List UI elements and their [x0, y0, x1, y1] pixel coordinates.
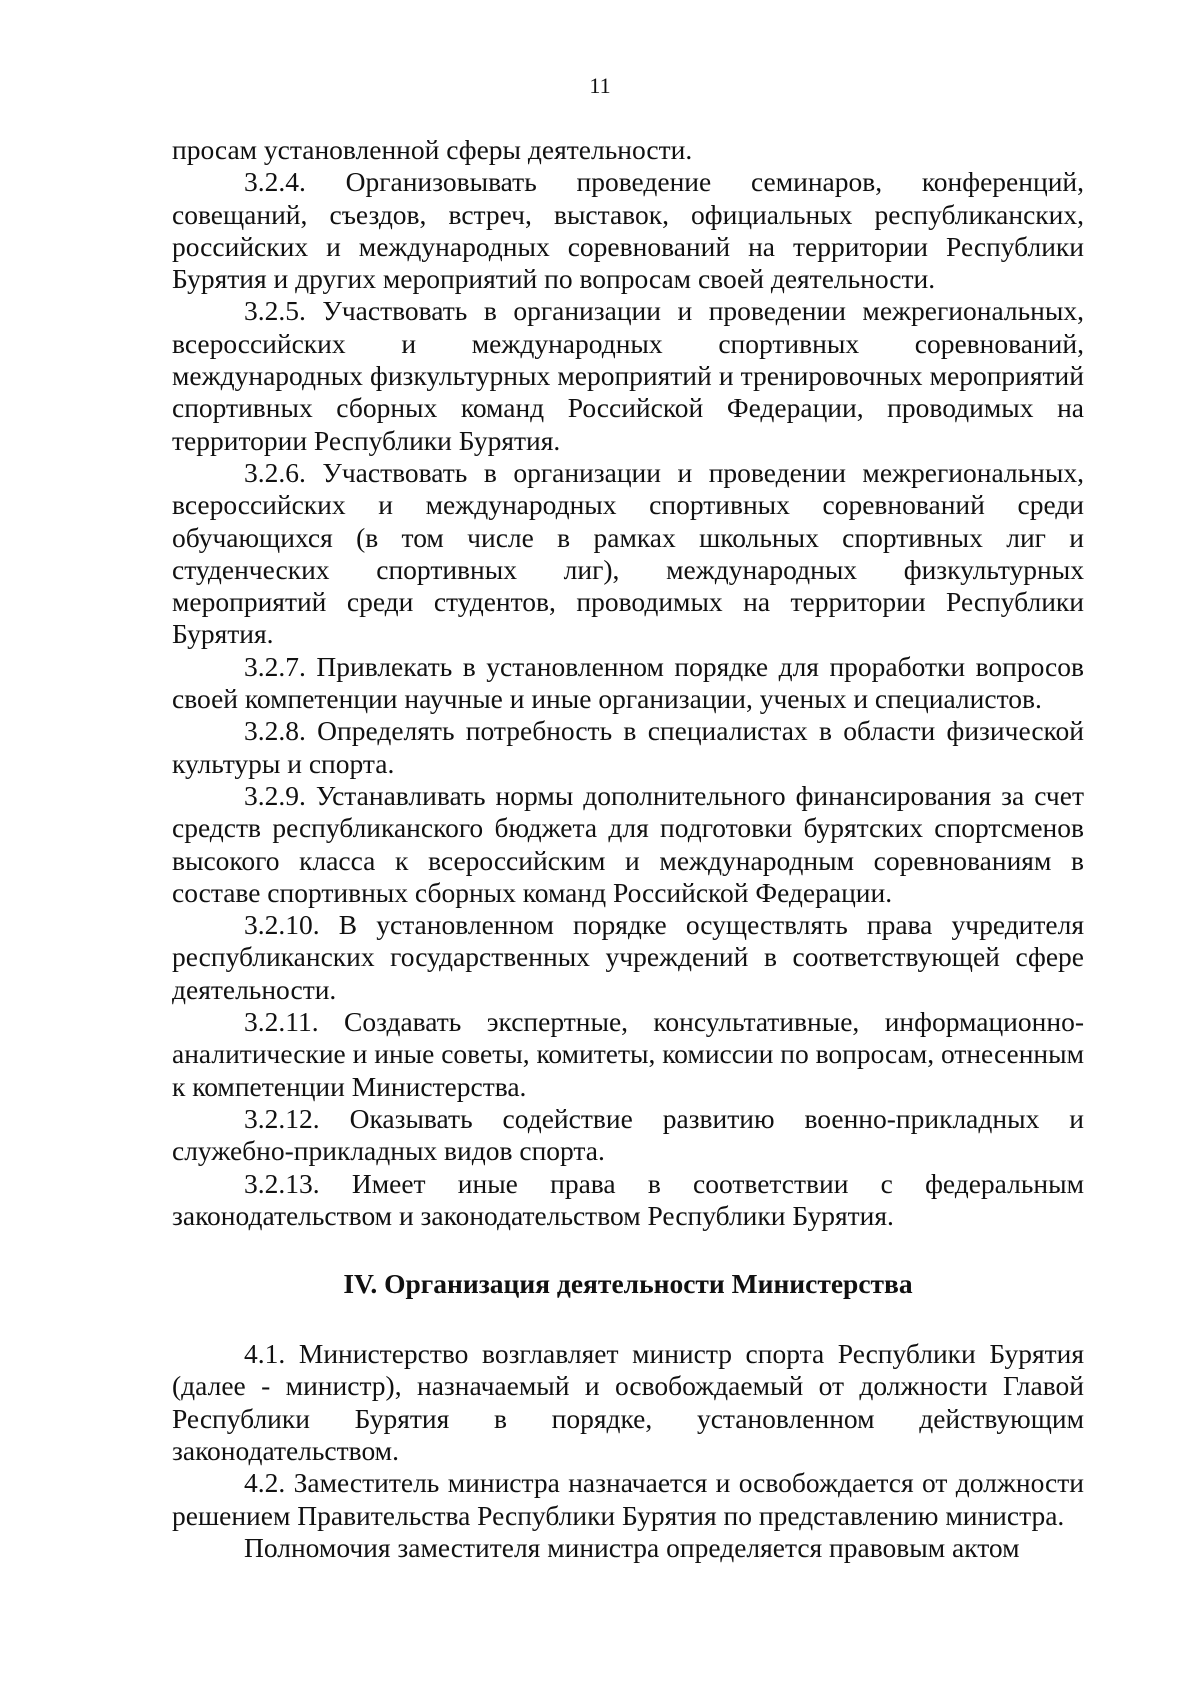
paragraph-3-2-7: 3.2.7. Привлекать в установленном порядке для проработки вопросов своей компетенции научные и иные организации, ученых и специалистов. [172, 650, 1084, 715]
paragraph-3-2-12: 3.2.12. Оказывать содействие развитию военно-прикладных и служебно-прикладных видов спорта. [172, 1102, 1084, 1167]
paragraph-4-2: 4.2. Заместитель министра назначается и освобождается от должности решением Правительства Республики Бурятия по представлению министра. [172, 1467, 1084, 1531]
document-body [172, 134, 1084, 1564]
paragraph-3-2-5: 3.2.5. Участвовать в организации и проведении межрегиональных, всероссийских и международных спортивных соревнований, международных физкультурных мероприятий и тренировочных мероприятий спортивных сборных команд Российской Федерации, проводимых на территории Республики Бурятия. [172, 295, 1084, 456]
paragraph-4-1: 4.1. Министерство возглавляет министр спорта Республики Бурятия (далее - министр), назначаемый и освобождаемый от должности Главой Республики Бурятия в порядке, установленном действующим законодательством. [172, 1338, 1084, 1466]
paragraph-3-2-6: 3.2.6. Участвовать в организации и проведении межрегиональных, всероссийских и международных спортивных соревнований среди обучающихся (в том числе в рамках школьных спортивных лиг и студенческих спортивных лиг), международных физкультурных мероприятий среди студентов, проводимых на территории Республики Бурятия. [172, 456, 1084, 650]
page-number: 11 [589, 73, 611, 98]
paragraph-3-2-10: 3.2.10. В установленном порядке осуществлять права учредителя республиканских государственных учреждений в соответствующей сфере деятельности. [172, 909, 1084, 1005]
paragraph-deputy-powers: Полномочия заместителя министра определяется правовым актом [244, 1531, 1020, 1563]
paragraph-3-2-13: 3.2.13. Имеет иные права в соответствии с федеральным законодательством и законодательством Республики Бурятия. [172, 1167, 1084, 1231]
paragraph-3-2-8: 3.2.8. Определять потребность в специалистах в области физической культуры и спорта. [172, 715, 1084, 779]
paragraph-continuation: просам установленной сферы деятельности. [172, 134, 693, 165]
paragraph-3-2-4: 3.2.4. Организовывать проведение семинаров, конференций, совещаний, съездов, встреч, выставок, официальных республиканских, российских и международных соревнований на территории Республики Бурятия и других мероприятий по вопросам своей деятельности. [172, 166, 1084, 295]
paragraph-3-2-9: 3.2.9. Устанавливать нормы дополнительного финансирования за счет средств республиканского бюджета для подготовки бурятских спортсменов высокого класса к всероссийским и международным соревнованиям в составе спортивных сборных команд Российской Федерации. [172, 779, 1084, 908]
section-title: IV. Организация деятельности Министерства [343, 1268, 913, 1300]
paragraph-3-2-11: 3.2.11. Создавать экспертные, консультативные, информационно-аналитические и иные советы, комитеты, комиссии по вопросам, отнесенным к компетенции Министерства. [172, 1006, 1085, 1102]
